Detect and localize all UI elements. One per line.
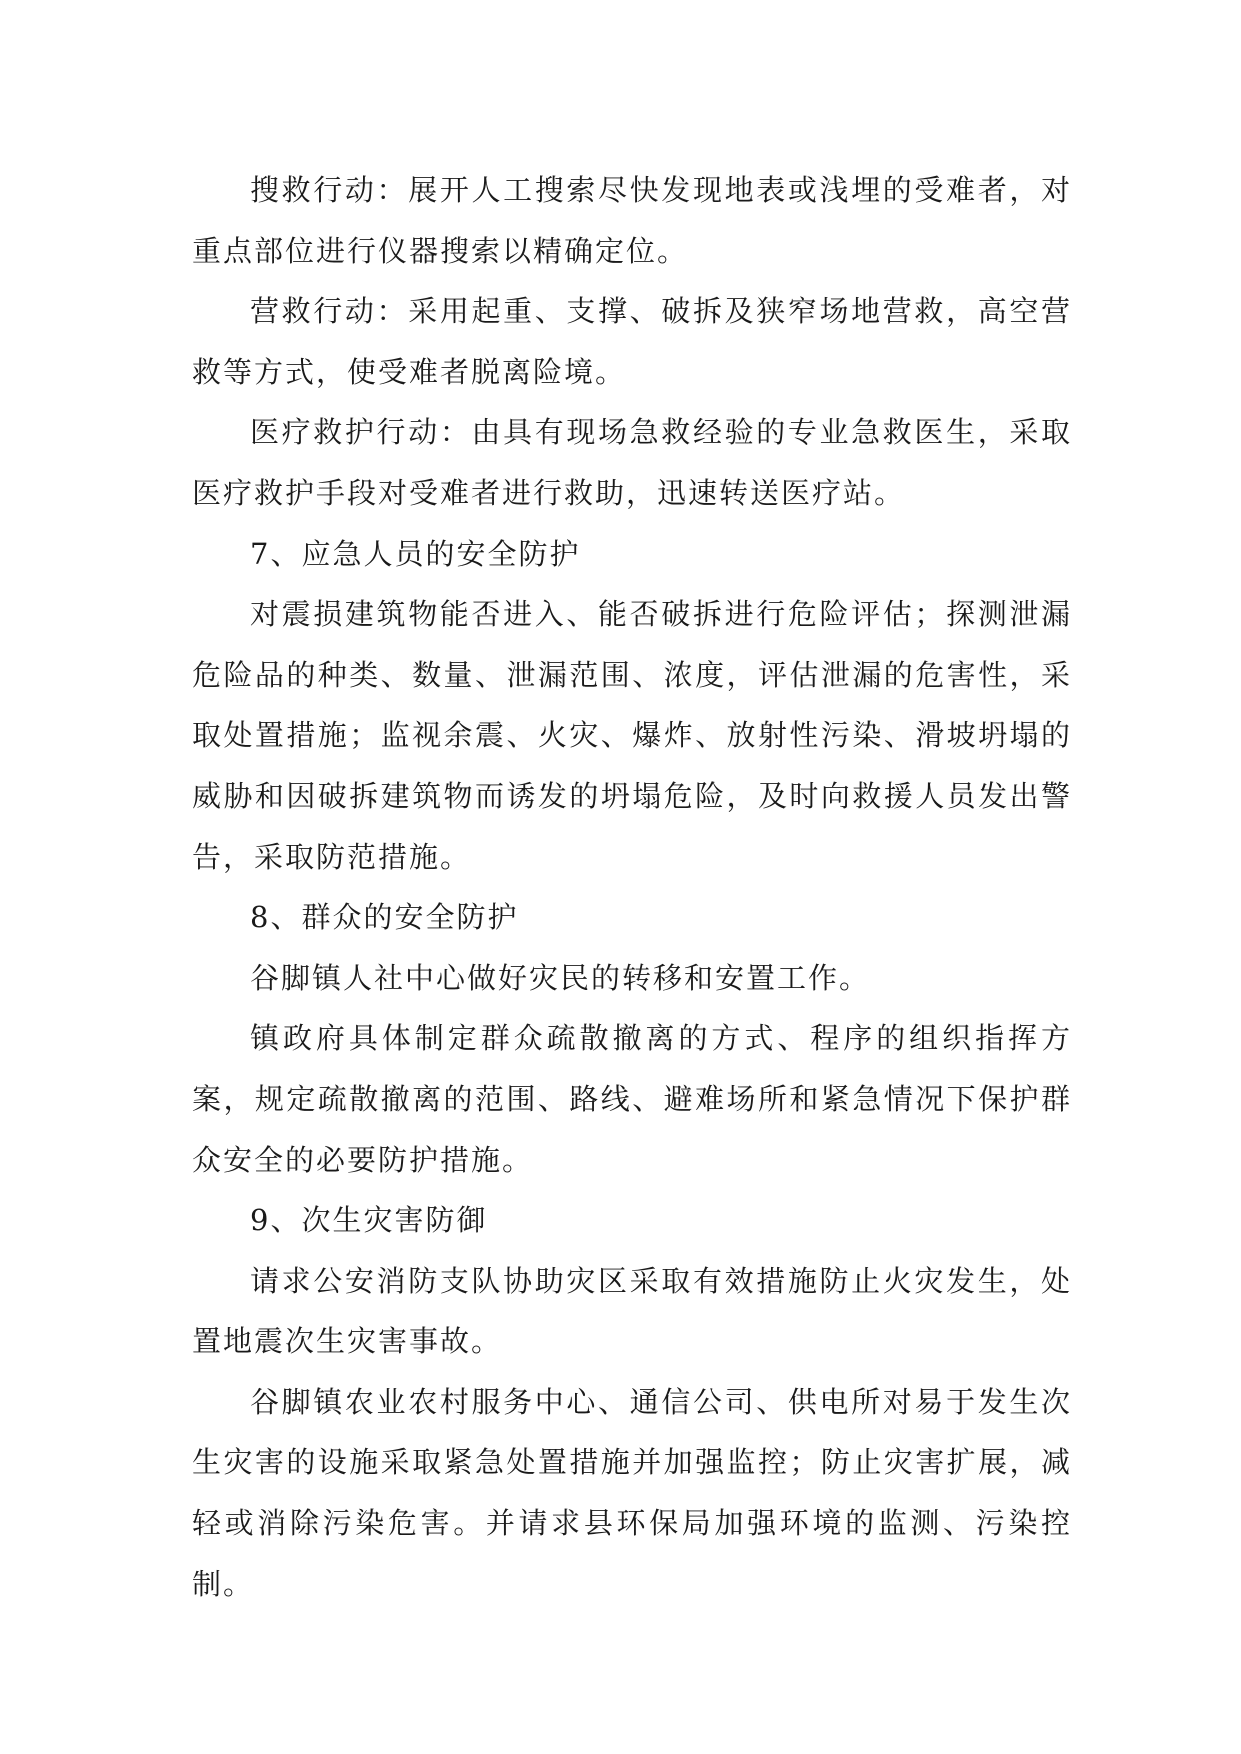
paragraph-fire-prevention: 请求公安消防支队协助灾区采取有效措施防止火灾发生，处置地震次生灾害事故。 — [192, 1263, 1072, 1359]
paragraph-responder-safety: 对震损建筑物能否进入、能否破拆进行危险评估；探测泄漏危险品的种类、数量、泄漏范围、浓度，评估泄漏的危害性，采取处置措施；监视余震、火灾、爆炸、放射性污染、滑坡坍塌的威胁和因破拆建筑物而诱发的坍塌危险，及时向救援人员发出警告，采取防范措施。 — [192, 597, 1072, 874]
paragraph-search-action: 搜救行动：展开人工搜索尽快发现地表或浅埋的受难者，对重点部位进行仪器搜索以精确定位。 — [192, 173, 1072, 268]
section-heading-7: 7、应急人员的安全防护 — [250, 536, 581, 571]
paragraph-rescue-action: 营救行动：采用起重、支撑、破拆及狭窄场地营救，高空营救等方式，使受难者脱离险境。 — [192, 294, 1072, 389]
document-body — [192, 160, 1072, 1614]
paragraph-evacuation-plan: 镇政府具体制定群众疏散撤离的方式、程序的组织指挥方案，规定疏散撤离的范围、路线、避难场所和紧急情况下保护群众安全的必要防护措施。 — [192, 1021, 1072, 1177]
section-heading-9: 9、次生灾害防御 — [250, 1203, 488, 1238]
paragraph-medical-action: 医疗救护行动：由具有现场急救经验的专业急救医生，采取医疗救护手段对受难者进行救助，迅速转送医疗站。 — [192, 415, 1072, 510]
paragraph-relocation: 谷脚镇人社中心做好灾民的转移和安置工作。 — [250, 960, 871, 995]
section-heading-8: 8、群众的安全防护 — [250, 900, 519, 935]
paragraph-secondary-hazard-control: 谷脚镇农业农村服务中心、通信公司、供电所对易于发生次生灾害的设施采取紧急处置措施并加强监控；防止灾害扩展，减轻或消除污染危害。并请求县环保局加强环境的监测、污染控制。 — [192, 1384, 1072, 1601]
